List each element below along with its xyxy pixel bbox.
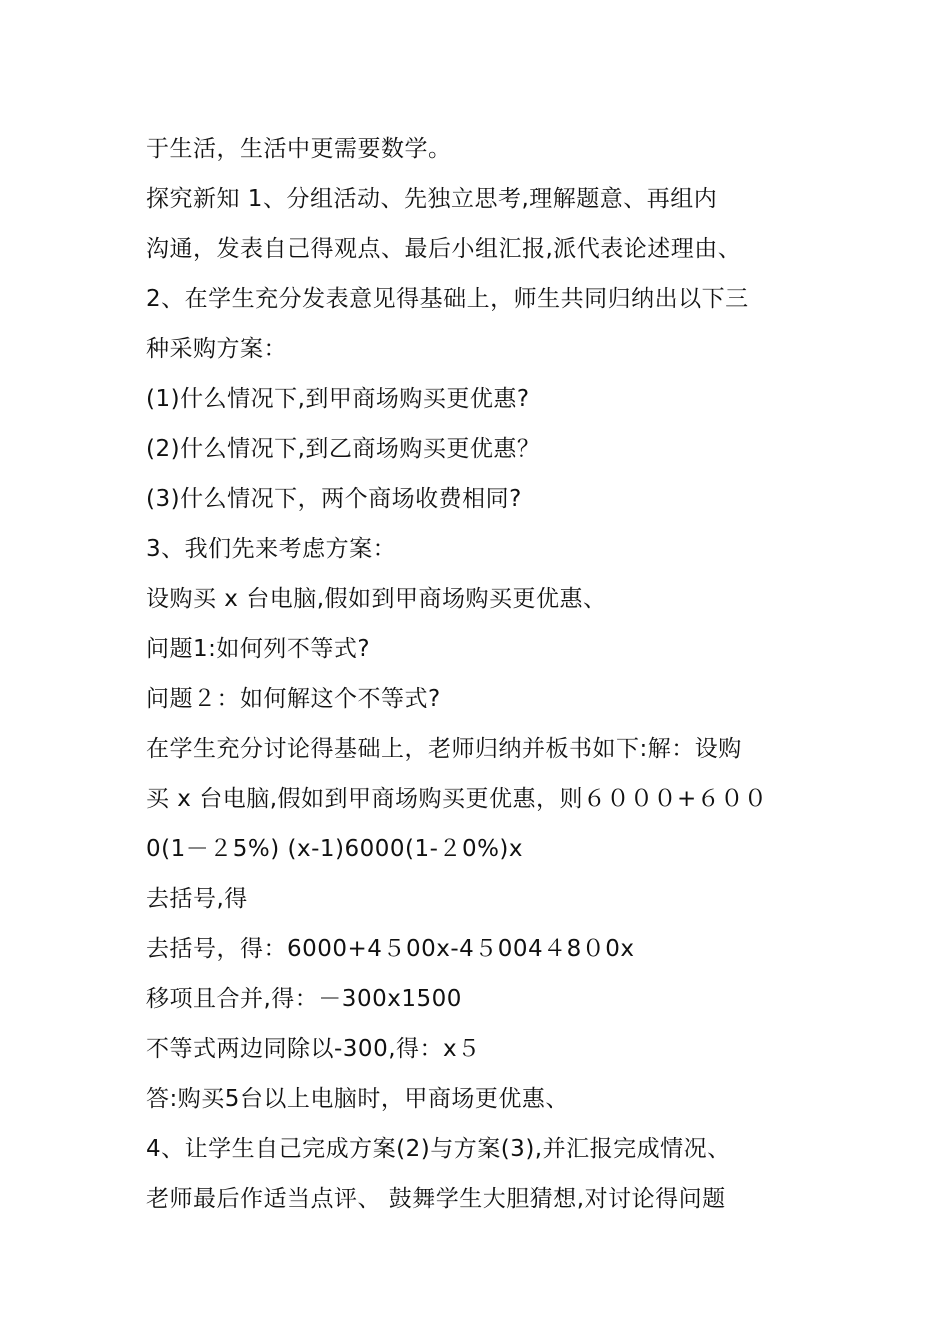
text-line: (1)什么情况下,到甲商场购买更优惠? — [146, 386, 530, 412]
text-line: 探究新知 1、分组活动、先独立思考,理解题意、再组内 — [146, 186, 718, 212]
text-line: 设购买 x 台电脑,假如到甲商场购买更优惠、 — [146, 586, 607, 612]
text-line: 买 x 台电脑,假如到甲商场购买更优惠，则６０００+６００ — [146, 786, 768, 812]
text-line: 于生活，生活中更需要数学。 — [146, 136, 452, 162]
text-line: 4、让学生自己完成方案(2)与方案(3),并汇报完成情况、 — [146, 1136, 731, 1162]
text-line: 0(1－２5%) (x-1)6000(1-２0%)x — [146, 836, 524, 862]
text-line: 答:购买5台以上电脑时，甲商场更优惠、 — [146, 1086, 569, 1112]
text-line: (2)什么情况下,到乙商场购买更优惠？ — [146, 436, 541, 462]
text-line: (3)什么情况下，两个商场收费相同? — [146, 486, 522, 512]
text-line: 移项且合并,得：－300x1500 — [146, 986, 462, 1012]
text-line: 去括号,得 — [146, 886, 248, 912]
text-line: 种采购方案： — [146, 336, 287, 362]
text-line: 去括号，得：6000+4５00x-4５004４8０0x — [146, 936, 635, 962]
text-line: 问题1:如何列不等式? — [146, 636, 371, 662]
text-line: 老师最后作适当点评、 鼓舞学生大胆猜想,对讨论得问题 — [146, 1186, 726, 1212]
text-line: 不等式两边同除以-300,得：x５ — [146, 1036, 481, 1062]
text-line: 沟通，发表自己得观点、最后小组汇报,派代表论述理由、 — [146, 236, 742, 262]
text-line: 2、在学生充分发表意见得基础上，师生共同归纳出以下三 — [146, 286, 749, 312]
text-line: 在学生充分讨论得基础上，老师归纳并板书如下:解：设购 — [146, 736, 742, 762]
document-body — [146, 124, 826, 1224]
text-line: 3、我们先来考虑方案： — [146, 536, 397, 562]
text-line: 问题２：如何解这个不等式? — [146, 686, 441, 712]
